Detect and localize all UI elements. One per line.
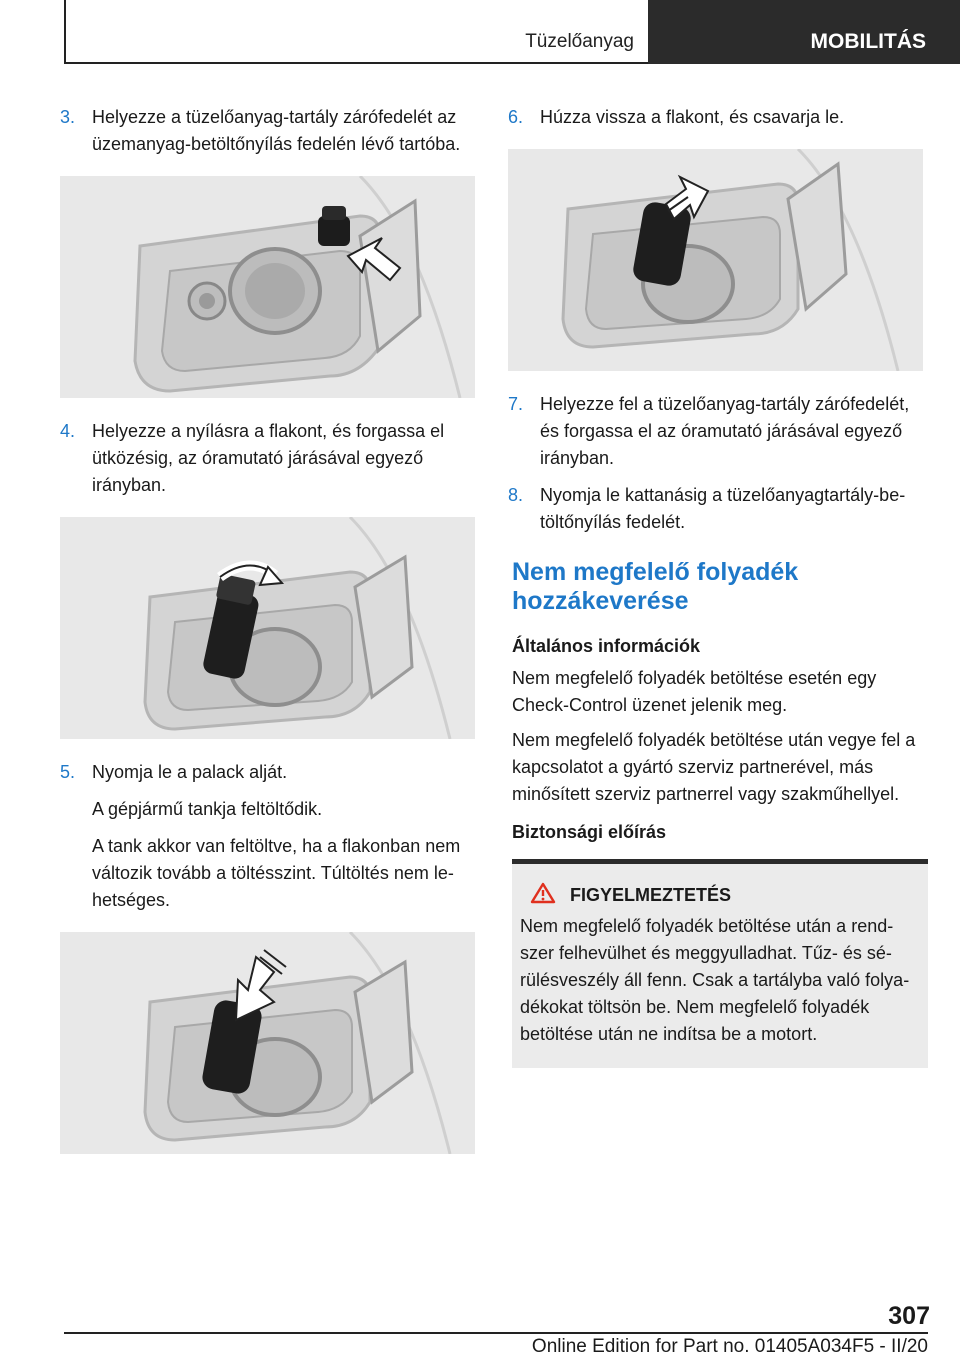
left-column — [60, 104, 478, 1174]
step-6 — [508, 104, 926, 131]
step-text: Nyomja le a palack alját. — [92, 762, 288, 782]
warning-title: FIGYELMEZTETÉS — [570, 885, 732, 905]
step-7 — [508, 391, 926, 472]
step-number: 8. — [508, 485, 524, 505]
page-number: 307 — [888, 1302, 930, 1330]
right-column — [508, 104, 926, 1068]
illustration-cap-in-holder — [60, 176, 475, 398]
step-8 — [508, 482, 926, 536]
step-number: 6. — [508, 107, 524, 127]
safety-heading: Biztonsági előírás — [512, 822, 667, 842]
step-4 — [60, 418, 478, 499]
warning-text: Nem megfelelő folyadék betöltése után a rendszer felhevülhet és meggyulladhat. Tűz- és sérülésveszély áll fenn. Csak a tartályba való folyadékokat töltsön be. Nem megfelelő folyadék betöltése után ne indítsa be a motort. — [520, 916, 910, 1044]
general-info-heading: Általános információk — [512, 636, 701, 656]
step-note: A tank akkor van feltöltve, ha a flakonban nem változik tovább a töltésszint. Túltöltés nem lehetséges. — [92, 836, 461, 910]
illustration-press-bottle — [60, 932, 475, 1154]
step-number: 7. — [508, 394, 524, 414]
warning-box — [512, 859, 928, 1068]
step-5 — [60, 759, 478, 914]
general-info-paragraph: Nem megfelelő folyadék betöltése esetén egy Check-Control üzenet jelenik meg. — [512, 668, 877, 715]
warning-triangle-icon — [522, 882, 570, 909]
step-3 — [60, 104, 478, 158]
step-text: Helyezze fel a tüzelőanyag-tartály zárófedelét, és forgassa el az óramutató járásával egyező irányban. — [540, 394, 910, 468]
illustration-pull-bottle — [508, 149, 923, 371]
step-text: Húzza vissza a flakont, és csavarja le. — [540, 107, 845, 127]
step-text: Helyezze a nyílásra a flakont, és forgassa el ütközésig, az óramutató járásával egyező irányban. — [92, 421, 445, 495]
step-number: 5. — [60, 762, 76, 782]
step-text: Helyezze a tüzelőanyag-tartály zárófedelét az üzemanyag-betöltőnyílás fedelén lévő tartóba. — [92, 107, 461, 154]
step-note: A gépjármű tankja feltöltődik. — [92, 799, 323, 819]
header-chapter-title: MOBILITÁS — [648, 0, 960, 64]
step-number: 4. — [60, 421, 76, 441]
section-title: Nem megfelelő folyadék hozzákeverése — [512, 558, 799, 615]
footer-edition: Online Edition for Part no. 01405A034F5 - II/20 — [531, 1336, 928, 1357]
general-info-paragraph: Nem megfelelő folyadék betöltése után vegye fel a kapcsolatot a gyártó szerviz partnerével, más minősített szerviz partnerrel vagy szakműhellyel. — [512, 730, 916, 804]
header-section-title: Tüzelőanyag — [525, 31, 634, 52]
illustration-bottle-on-opening — [60, 517, 475, 739]
step-text: Nyomja le kattanásig a tüzelőanyagtartály-betöltőnyílás fedelét. — [540, 485, 906, 532]
header-bottom-rule — [64, 62, 648, 64]
step-number: 3. — [60, 107, 76, 127]
footer-rule — [64, 1332, 928, 1334]
